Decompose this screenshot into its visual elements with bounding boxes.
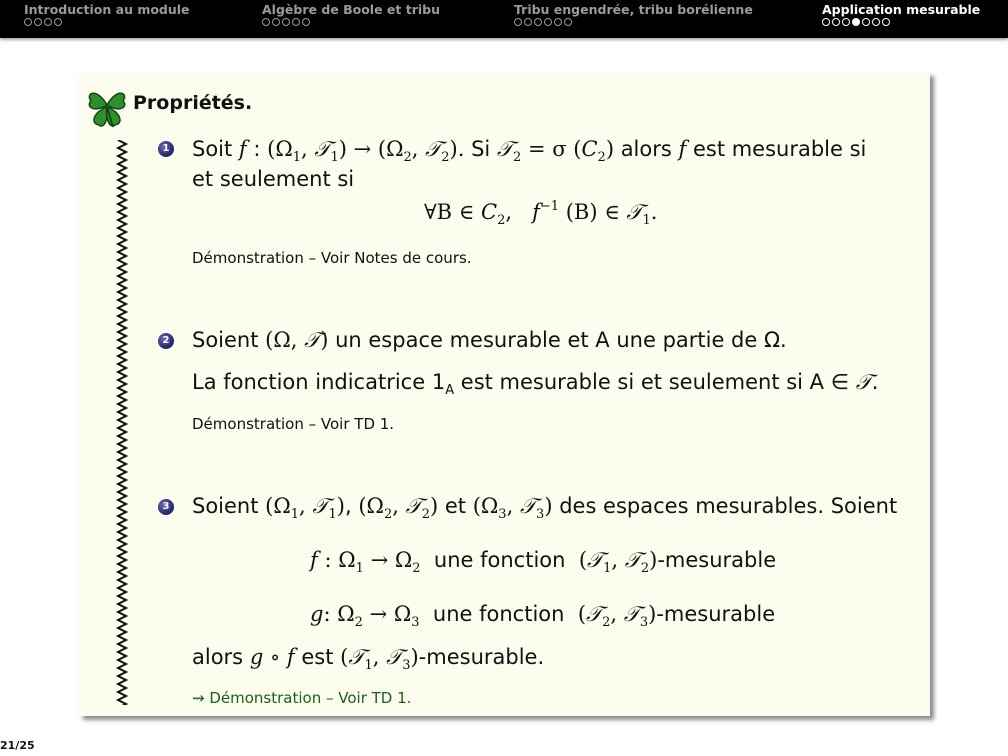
item-1-text: Soit <box>192 137 239 161</box>
item-2-text: La fonction indicatrice <box>192 370 432 394</box>
nav-dots <box>24 18 190 26</box>
nav-frame-dot[interactable] <box>262 18 270 26</box>
item-1-formula: ∀B ∈ $C_2$, $f^{-1}$ (B) ∈ 𝒯$_1$. <box>424 199 658 228</box>
nav-section-application-mesurable[interactable] <box>822 2 980 26</box>
nav-section-introduction[interactable] <box>24 2 190 26</box>
block-title: Propriétés. <box>133 92 253 114</box>
item-3-text: Soient <box>192 494 266 518</box>
nav-frame-dot[interactable] <box>24 18 32 26</box>
nav-frame-dot[interactable] <box>564 18 572 26</box>
item-3-text: des espaces mesurables. Soient <box>552 494 898 518</box>
navigation-bar <box>0 0 1008 38</box>
nav-section-tribu-engendree[interactable] <box>514 2 753 26</box>
item-3-line-1: Soient ($\Omega_1$, 𝒯$_1$), ($\Omega_2$, 𝒯$_2$) et ($\Omega_3$, 𝒯$_3$) des espaces mesurables. Soient <box>192 494 898 522</box>
nav-dots <box>262 18 440 26</box>
item-3-text: et <box>438 494 473 518</box>
nav-frame-dot[interactable] <box>44 18 52 26</box>
nav-section-label[interactable]: Application mesurable <box>822 2 981 17</box>
nav-frame-dot[interactable] <box>872 18 880 26</box>
nav-dots <box>514 18 753 26</box>
item-3-conclusion: alors g ∘ f est (𝒯$_1$, 𝒯$_3$)-mesurable. <box>192 645 545 673</box>
decorative-zigzag <box>116 140 128 705</box>
nav-frame-dot[interactable] <box>34 18 42 26</box>
nav-section-label[interactable]: Tribu engendrée, tribu borélienne <box>514 2 753 17</box>
item-3-text: -mesurable. <box>418 645 545 669</box>
item-number-3: 3 <box>158 499 174 515</box>
item-3-demo <box>192 689 411 707</box>
item-1-line-2: et seulement si <box>192 167 355 191</box>
item-3-text: -mesurable <box>656 602 776 626</box>
nav-frame-dot[interactable] <box>832 18 840 26</box>
item-1-line-1: Soit f : ($\Omega_1$, 𝒯$_1$) → ($\Omega_2$, 𝒯$_2$). Si 𝒯$_2$ = σ $(C_2)$ alors f est mesurable si <box>192 137 867 165</box>
nav-dots <box>822 18 980 26</box>
nav-frame-dot[interactable] <box>882 18 890 26</box>
nav-section-label[interactable]: Algèbre de Boole et tribu <box>262 2 440 17</box>
item-2-line-1: Soient (Ω, 𝒯) un espace mesurable et A une partie de Ω. <box>192 328 787 352</box>
nav-frame-dot[interactable] <box>282 18 290 26</box>
item-2-text: est mesurable si et seulement si A ∈ <box>454 370 856 394</box>
item-3-demo-text: Démonstration – Voir TD 1. <box>209 689 412 707</box>
squiggle-arrow-icon: ⇝ <box>192 689 205 707</box>
nav-frame-dot[interactable] <box>852 18 860 26</box>
item-number-2: 2 <box>158 333 174 349</box>
nav-frame-dot[interactable] <box>524 18 532 26</box>
item-3-map-1: f : $\Omega_1 \to \Omega_2$ une fonction (𝒯$_1$, 𝒯$_2$)-mesurable <box>310 548 777 576</box>
item-3-text: une fonction <box>433 548 566 572</box>
nav-frame-dot[interactable] <box>554 18 562 26</box>
nav-frame-dot[interactable] <box>534 18 542 26</box>
nav-section-label[interactable]: Introduction au module <box>24 2 190 17</box>
item-3-text: alors <box>192 645 250 669</box>
item-3-map-2: g: $\Omega_2 \to \Omega_3$ une fonction (𝒯$_2$, 𝒯$_3$)-mesurable <box>310 602 776 630</box>
page-number: 21/25 <box>0 739 35 752</box>
nav-frame-dot[interactable] <box>272 18 280 26</box>
item-2-line-2: La fonction indicatrice $1_A$ est mesurable si et seulement si A ∈ 𝒯. <box>192 370 879 398</box>
item-3-text: une fonction <box>432 602 565 626</box>
item-2-demo: Démonstration – Voir TD 1. <box>192 415 395 433</box>
nav-frame-dot[interactable] <box>544 18 552 26</box>
nav-frame-dot[interactable] <box>862 18 870 26</box>
nav-frame-dot[interactable] <box>54 18 62 26</box>
nav-frame-dot[interactable] <box>842 18 850 26</box>
nav-section-algebre[interactable] <box>262 2 440 26</box>
item-1-text: alors <box>614 137 679 161</box>
nav-frame-dot[interactable] <box>514 18 522 26</box>
item-3-text: est <box>294 645 341 669</box>
clover-icon <box>83 83 131 129</box>
nav-frame-dot[interactable] <box>302 18 310 26</box>
nav-frame-dot[interactable] <box>292 18 300 26</box>
item-3-text: -mesurable <box>657 548 777 572</box>
item-1-text: est mesurable si <box>686 137 867 161</box>
item-1-demo: Démonstration – Voir Notes de cours. <box>192 249 472 267</box>
item-2-text: Soient <box>192 328 266 352</box>
item-number-1: 1 <box>158 141 174 157</box>
nav-frame-dot[interactable] <box>822 18 830 26</box>
item-2-text: un espace mesurable et A une partie de Ω. <box>328 328 787 352</box>
